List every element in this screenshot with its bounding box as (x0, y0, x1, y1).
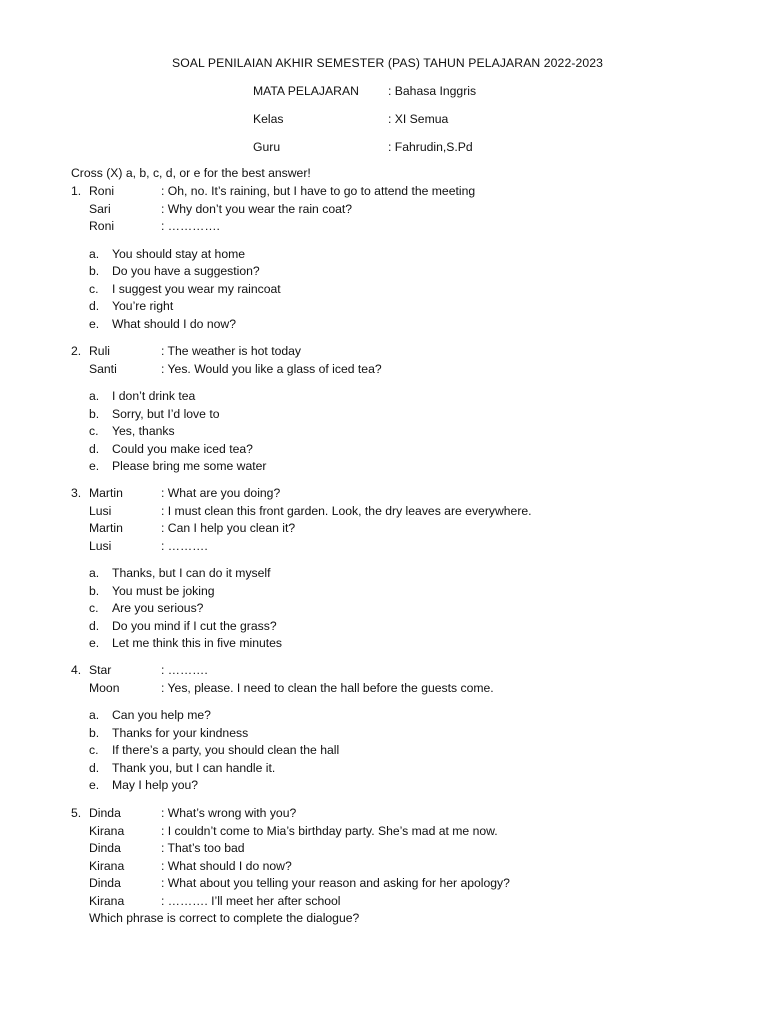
question-number: 5. (71, 806, 82, 820)
option-letter: a. (89, 389, 100, 403)
option-text: Sorry, but I’d love to (112, 406, 220, 421)
question-1 (71, 183, 671, 333)
utterance: : ………. (161, 663, 208, 677)
option-text: Yes, thanks (112, 424, 175, 438)
option-text: Thanks for your kindness (112, 725, 249, 740)
option-letter: b. (89, 264, 100, 278)
dialogue-line (71, 520, 671, 538)
answer-option[interactable] (71, 565, 671, 583)
option-letter: d. (89, 299, 100, 313)
dialogue-line (71, 538, 671, 556)
meta-label: Kelas (253, 112, 284, 126)
speaker-name: Roni (89, 184, 115, 198)
option-text: Please bring me some water (112, 459, 267, 473)
utterance: : That’s too bad (161, 841, 245, 855)
speaker-name: Roni (89, 219, 115, 233)
option-text: Thank you, but I can handle it. (112, 760, 276, 775)
instruction-text: Cross (X) a, b, c, d, or e for the best answer! (71, 166, 311, 180)
option-letter: d. (89, 760, 100, 775)
speaker-name: Lusi (89, 503, 112, 518)
option-letter: c. (89, 424, 99, 438)
dialogue-line (71, 503, 671, 521)
answer-options (71, 246, 671, 334)
answer-option[interactable] (71, 388, 671, 406)
question-number: 4. (71, 663, 82, 677)
option-text: Can you help me? (112, 708, 211, 722)
answer-option[interactable] (71, 583, 671, 601)
dialogue-line (71, 805, 671, 823)
answer-options (71, 565, 671, 653)
meta-label: MATA PELAJARAN (253, 84, 359, 98)
option-text: Do you mind if I cut the grass? (112, 618, 277, 633)
question-prompt: Which phrase is correct to complete the dialogue? (89, 911, 360, 925)
utterance: : What are you doing? (161, 486, 281, 500)
speaker-name: Dinda (89, 876, 121, 890)
utterance: : Oh, no. It’s raining, but I have to go to attend the meeting (161, 184, 476, 198)
answer-option[interactable] (71, 707, 671, 725)
option-text: What should I do now? (112, 316, 236, 331)
dialogue-line (71, 183, 671, 201)
option-letter: d. (89, 441, 100, 456)
speaker-name: Martin (89, 486, 123, 500)
question-number: 2. (71, 344, 82, 358)
option-letter: a. (89, 708, 100, 722)
answer-option[interactable] (71, 600, 671, 618)
dialogue-line (71, 823, 671, 841)
option-text: Could you make iced tea? (112, 441, 253, 456)
speaker-name: Martin (89, 521, 123, 535)
answer-option[interactable] (71, 777, 671, 795)
answer-option[interactable] (71, 406, 671, 424)
utterance: : Why don’t you wear the rain coat? (161, 201, 353, 216)
answer-option[interactable] (71, 281, 671, 299)
answer-option[interactable] (71, 725, 671, 743)
question-number: 1. (71, 184, 82, 198)
option-letter: c. (89, 281, 99, 296)
utterance: : The weather is hot today (161, 344, 302, 358)
answer-option[interactable] (71, 760, 671, 778)
utterance: : …………. (161, 219, 220, 233)
option-text: I suggest you wear my raincoat (112, 281, 281, 296)
question-5 (71, 805, 671, 928)
option-letter: b. (89, 406, 100, 421)
utterance: : I must clean this front garden. Look, the dry leaves are everywhere. (161, 503, 532, 518)
answer-option[interactable] (71, 298, 671, 316)
dialogue-line (71, 680, 671, 698)
option-letter: a. (89, 246, 100, 261)
option-letter: c. (89, 601, 99, 615)
meta-value: : Bahasa Inggris (388, 84, 477, 98)
speaker-name: Lusi (89, 538, 112, 553)
speaker-name: Ruli (89, 344, 110, 358)
utterance: : ………. I’ll meet her after school (161, 893, 341, 908)
dialogue-line (71, 662, 671, 680)
speaker-name: Santi (89, 361, 117, 376)
speaker-name: Dinda (89, 806, 121, 820)
dialogue-line (71, 893, 671, 911)
answer-options (71, 707, 671, 795)
utterance: : Yes, please. I need to clean the hall before the guests come. (161, 680, 494, 695)
option-letter: b. (89, 583, 100, 598)
page-title: SOAL PENILAIAN AKHIR SEMESTER (PAS) TAHUN PELAJARAN 2022-2023 (171, 56, 603, 70)
option-letter: e. (89, 778, 100, 792)
dialogue-line (71, 201, 671, 219)
question-number: 3. (71, 486, 82, 500)
option-letter: e. (89, 459, 100, 473)
answer-option[interactable] (71, 742, 671, 760)
dialogue-line (71, 218, 671, 236)
option-text: Let me think this in five minutes (112, 636, 283, 650)
option-text: If there’s a party, you should clean the hall (112, 743, 340, 757)
option-letter: e. (89, 316, 100, 331)
option-text: May I help you? (112, 778, 199, 792)
dialogue-line (71, 840, 671, 858)
speaker-name: Kirana (89, 858, 125, 873)
option-text: You must be joking (112, 583, 215, 598)
meta-label: Guru (253, 140, 281, 154)
speaker-name: Kirana (89, 893, 125, 908)
utterance: : What about you telling your reason and asking for her apology? (161, 876, 510, 890)
utterance: : What’s wrong with you? (161, 806, 297, 820)
speaker-name: Star (89, 663, 112, 677)
option-text: I don’t drink tea (112, 389, 196, 403)
answer-option[interactable] (71, 635, 671, 653)
option-letter: b. (89, 725, 100, 740)
option-letter: c. (89, 743, 99, 757)
answer-options (71, 388, 671, 476)
question-2 (71, 343, 671, 476)
dialogue-line (71, 858, 671, 876)
answer-option[interactable] (71, 246, 671, 264)
question-4 (71, 662, 671, 795)
speaker-name: Dinda (89, 841, 121, 855)
answer-option[interactable] (71, 441, 671, 459)
question-3 (71, 485, 671, 653)
speaker-name: Moon (89, 680, 120, 695)
utterance: : Yes. Would you like a glass of iced tea? (161, 361, 382, 376)
option-text: You should stay at home (112, 246, 246, 261)
utterance: : ………. (161, 538, 208, 553)
option-text: You’re right (112, 299, 174, 313)
meta-value: : XI Semua (388, 112, 449, 126)
utterance: : What should I do now? (161, 858, 292, 873)
option-letter: e. (89, 636, 100, 650)
dialogue-line (71, 343, 671, 361)
meta-value: : Fahrudin,S.Pd (388, 140, 473, 154)
answer-option[interactable] (71, 316, 671, 334)
speaker-name: Sari (89, 201, 111, 216)
option-text: Do you have a suggestion? (112, 264, 260, 278)
answer-option[interactable] (71, 263, 671, 281)
option-letter: d. (89, 618, 100, 633)
option-text: Are you serious? (112, 601, 204, 615)
option-text: Thanks, but I can do it myself (112, 566, 271, 580)
answer-option[interactable] (71, 423, 671, 441)
dialogue-line (71, 875, 671, 893)
dialogue-line (71, 485, 671, 503)
answer-option[interactable] (71, 618, 671, 636)
answer-option[interactable] (71, 458, 671, 476)
dialogue-line (71, 361, 671, 379)
utterance: : I couldn’t come to Mia’s birthday party. She’s mad at me now. (161, 823, 498, 838)
utterance: : Can I help you clean it? (161, 521, 296, 535)
speaker-name: Kirana (89, 823, 125, 838)
question-prompt-line (71, 910, 671, 928)
option-letter: a. (89, 566, 100, 580)
